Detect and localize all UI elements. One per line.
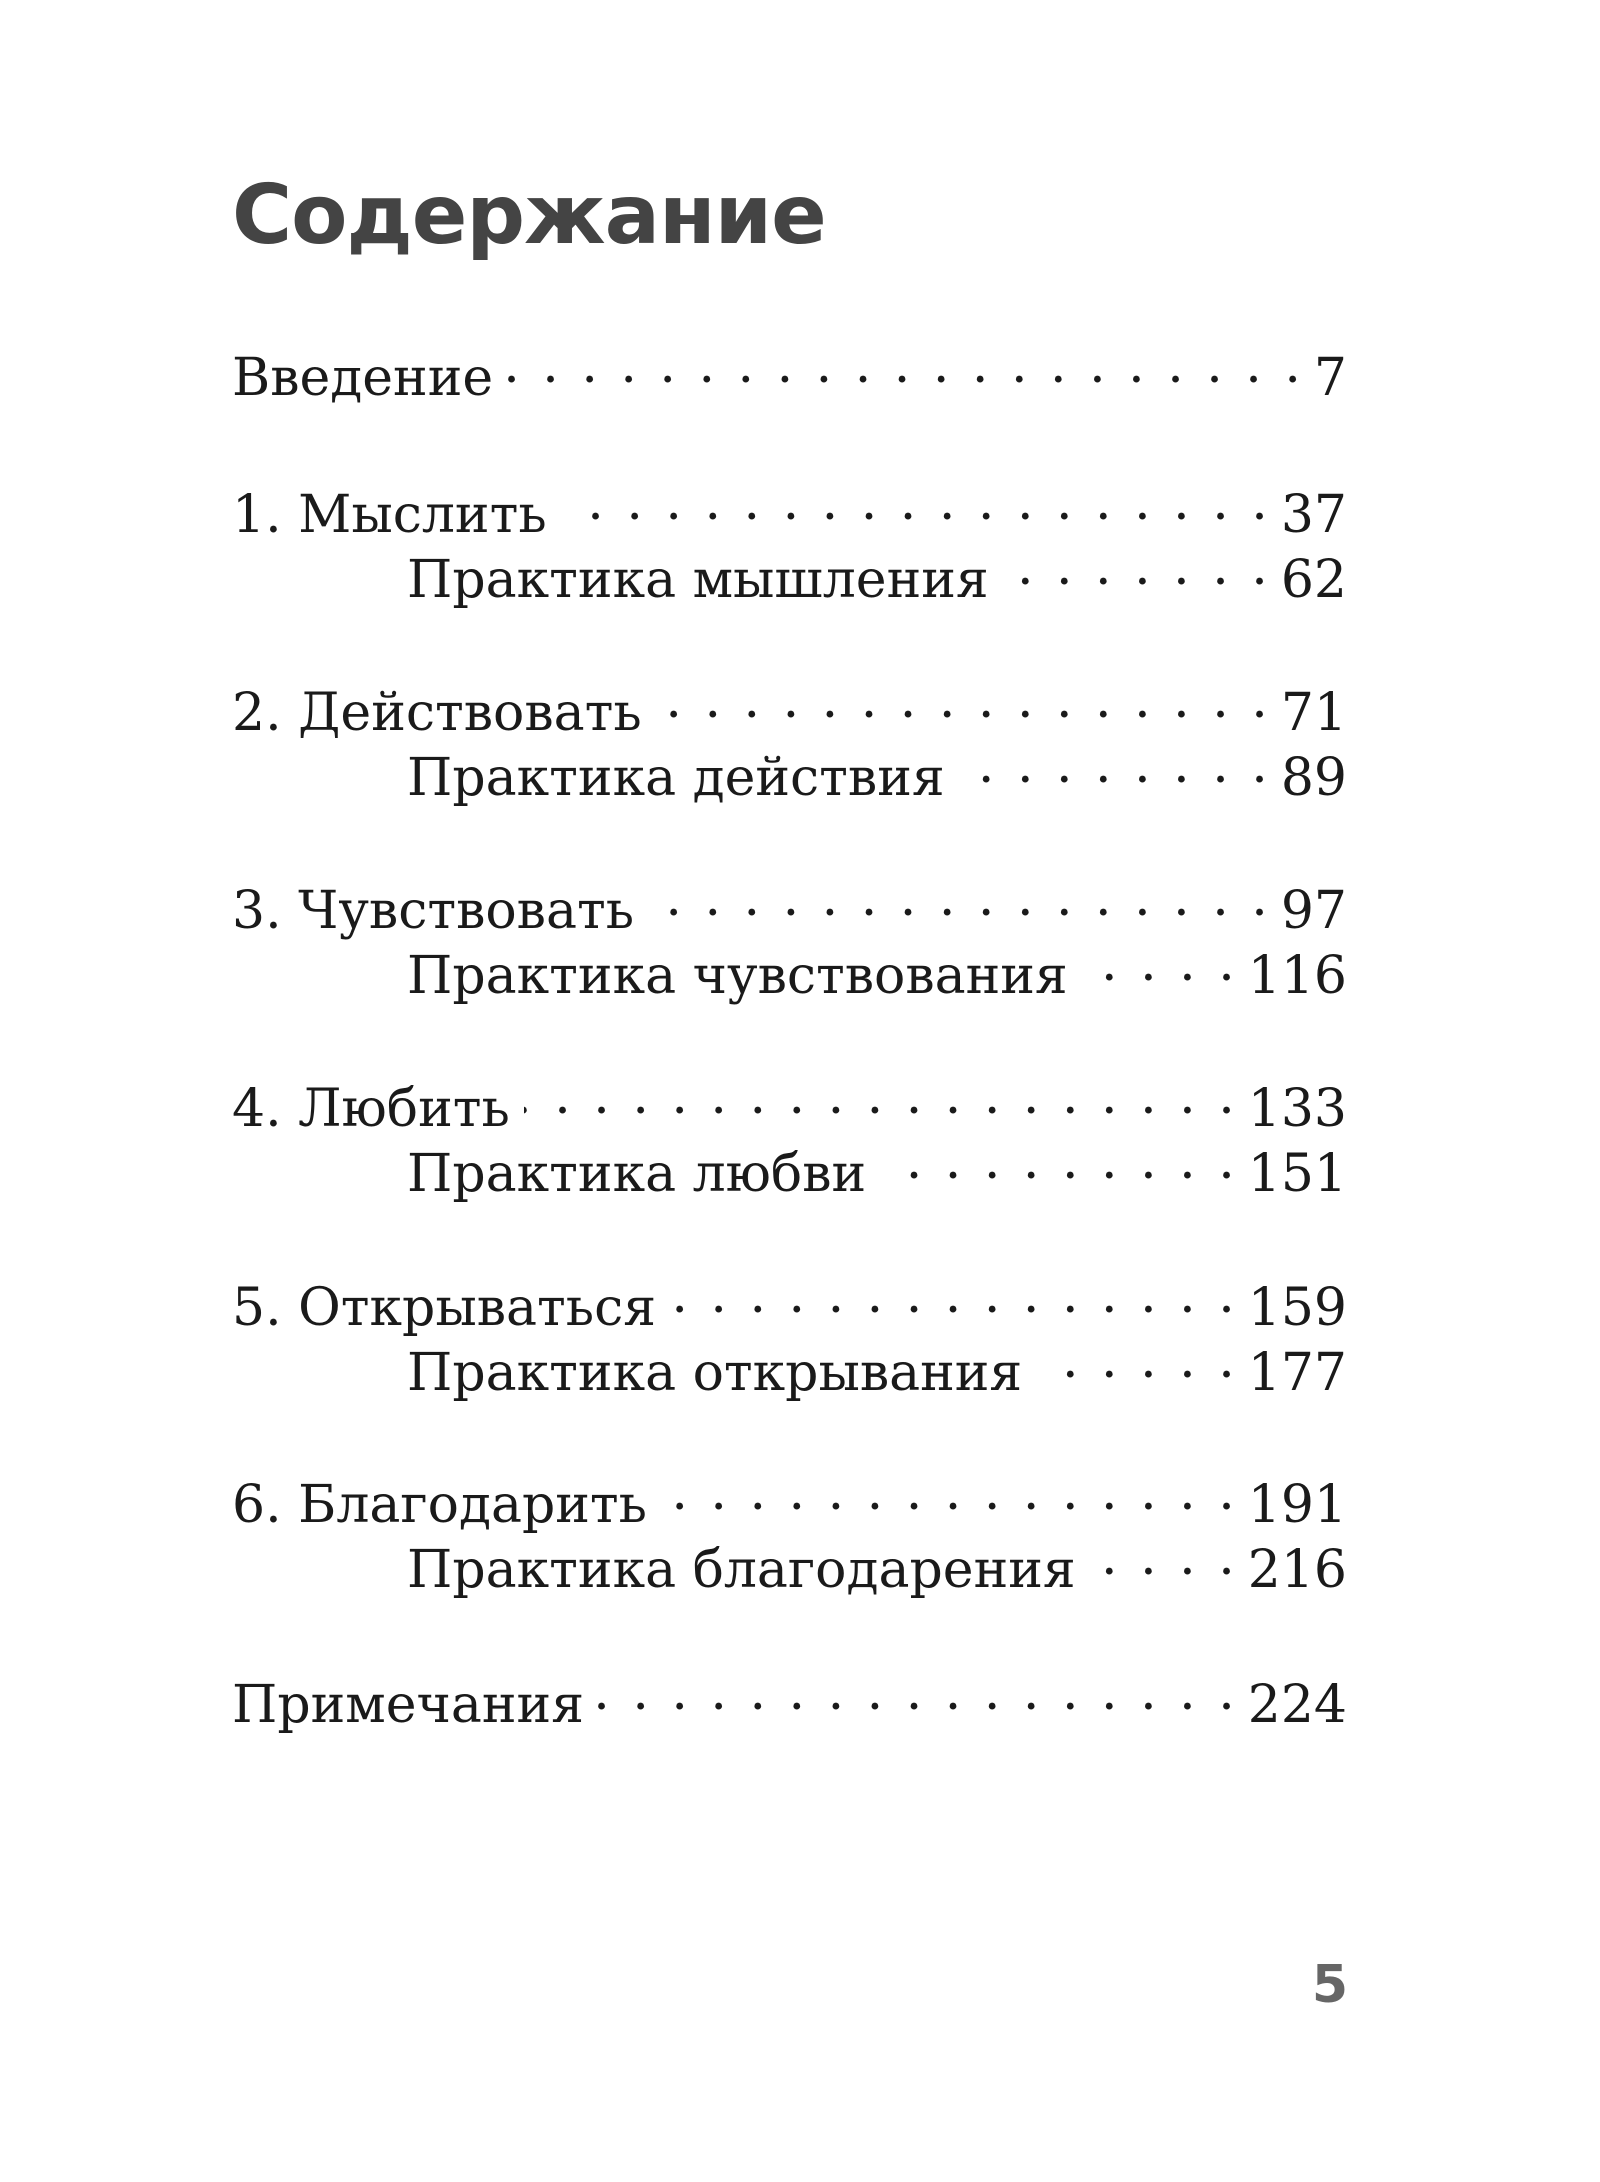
toc-entry-page: 191: [1247, 1475, 1347, 1535]
toc-entry-practice-3: [407, 933, 1347, 1006]
toc-entry-chapter-1: [232, 472, 1347, 545]
toc-entry-practice-4: [407, 1131, 1347, 1204]
dot-leader: [1036, 1330, 1237, 1390]
toc-entry-page: 159: [1247, 1278, 1347, 1338]
toc-entry-chapter-3: [232, 868, 1347, 941]
toc-entry-label: Практика открывания: [407, 1343, 1023, 1403]
toc-entry-label: 4. Любить: [232, 1079, 510, 1139]
toc-entry-page: 216: [1247, 1540, 1347, 1600]
toc-entry-page: 71: [1280, 683, 1347, 743]
dot-leader: [1003, 537, 1271, 597]
dot-leader: [561, 472, 1271, 532]
toc-title: Содержание: [232, 168, 826, 263]
toc-entry-page: 7: [1313, 348, 1347, 408]
toc-entry-page: 133: [1247, 1079, 1347, 1139]
dot-leader: [661, 1462, 1238, 1522]
toc-entry-label: Практика благодарения: [407, 1540, 1076, 1600]
toc-entry-label: 6. Благодарить: [232, 1475, 647, 1535]
toc-entry-page: 37: [1280, 485, 1347, 545]
toc-entry-notes: [232, 1662, 1347, 1735]
dot-leader: [507, 335, 1304, 395]
toc-entry-practice-6: [407, 1527, 1347, 1600]
toc-entry-label: Практика мышления: [407, 550, 989, 610]
toc-entry-label: 1. Мыслить: [232, 485, 547, 545]
toc-entry-practice-5: [407, 1330, 1347, 1403]
toc-entry-page: 97: [1280, 881, 1347, 941]
toc-entry-page: 151: [1247, 1144, 1347, 1204]
toc-entry-chapter-4: [232, 1066, 1347, 1139]
toc-entry-label: Введение: [232, 348, 494, 408]
toc-entry-label: Практика любви: [407, 1144, 867, 1204]
dot-leader: [524, 1066, 1238, 1126]
dot-leader: [598, 1662, 1238, 1722]
toc-entry-practice-2: [407, 735, 1347, 808]
dot-leader: [880, 1131, 1238, 1191]
toc-entry-label: 3. Чувствовать: [232, 881, 635, 941]
toc-entry-label: 2. Действовать: [232, 683, 642, 743]
toc-entry-page: 62: [1280, 550, 1347, 610]
toc-list: [232, 0, 1347, 2182]
dot-leader: [1090, 1527, 1238, 1587]
toc-entry-chapter-2: [232, 670, 1347, 743]
page-number: 5: [1311, 1955, 1348, 2015]
toc-entry-label: Практика действия: [407, 748, 945, 808]
toc-entry-page: 116: [1247, 946, 1347, 1006]
dot-leader: [670, 1265, 1238, 1325]
dot-leader: [656, 670, 1271, 730]
dot-leader: [1082, 933, 1238, 993]
toc-entry-introduction: [232, 335, 1347, 408]
toc-entry-label: Практика чувствования: [407, 946, 1068, 1006]
toc-entry-chapter-6: [232, 1462, 1347, 1535]
dot-leader: [648, 868, 1271, 928]
toc-entry-label: Примечания: [232, 1675, 585, 1735]
toc-entry-practice-1: [407, 537, 1347, 610]
toc-entry-chapter-5: [232, 1265, 1347, 1338]
toc-entry-page: 224: [1247, 1675, 1347, 1735]
toc-entry-page: 177: [1247, 1343, 1347, 1403]
dot-leader: [959, 735, 1271, 795]
toc-entry-label: 5. Открываться: [232, 1278, 656, 1338]
toc-entry-page: 89: [1280, 748, 1347, 808]
